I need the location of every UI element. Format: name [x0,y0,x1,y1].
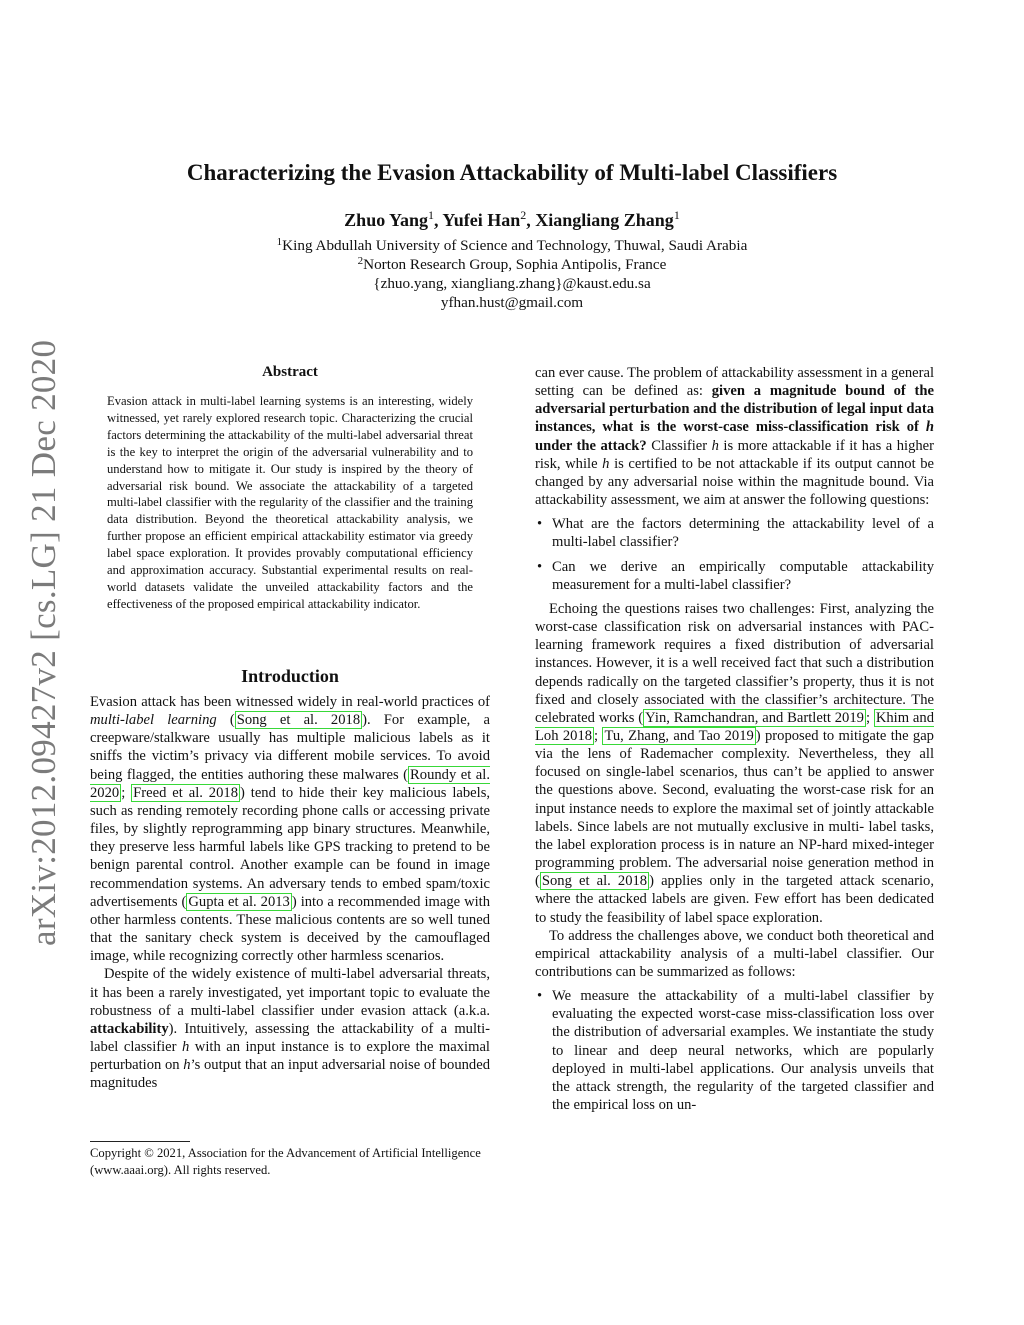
citation-link[interactable]: Song et al. 2018 [541,873,648,890]
citation-link[interactable]: Yin, Ramchandran, and Bartlett 2019 [645,709,864,726]
text-run: ( [216,712,235,729]
affiliation-2 [0,256,1024,274]
intro-paragraph-4 [535,600,934,927]
text-run: is more attackable if it has a higher risk, while [535,437,935,472]
text-run: ) proposed to mitigate the gap via the lens of Rademacher complexity. Nevertheless, they all focused on single-label scenarios, thus can’t be applied to answer the questions above. Second, evaluating the worst-case risk for an input instance needs to explore the maximal set of jointly attackable labels. Since labels are not mutually exclusive in multi- label tasks, the label exploration process is in nature an NP-hard mixed-integer programming problem. The adversarial noise generation method in ( [535,727,934,890]
math-symbol: h [925,419,934,436]
paper-title: Characterizing the Evasion Attackability of Multi-label Classifiers [186,160,838,185]
math-symbol: h [183,1057,191,1074]
bold-term: attackability [90,1020,169,1037]
text-run: ; [121,784,132,801]
math-symbol: h [711,437,719,454]
citation-link[interactable]: Khim and Loh 2018 [535,709,934,744]
author-list: Zhuo Yang$^1$, Yufei Han$^2$, Xiangliang Zhang$^1$ [344,208,680,230]
text-run: Evasion attack has been witnessed widely in real-world practices of [90,694,490,710]
text-run: ) into a recommended image with other harmless contents. These malicious contents are so well tuned that the sanitary check system is deceived by the camouflaged image, while recognizing correctly other harmless scenarios. [90,893,491,965]
math-symbol: h [602,455,610,472]
introduction-heading: Introduction [241,666,339,686]
affiliation-text: King Abdullah University of Science and Technology, Thuwal, Saudi Arabia [282,237,748,254]
abstract-heading: Abstract [262,364,318,380]
affiliation-mark: 1 [276,236,283,248]
author-affiliation-mark: 1 [428,208,435,222]
affiliation-mark: 2 [357,255,364,267]
author-affiliation-mark: 1 [673,208,680,222]
intro-paragraph-1 [90,693,490,965]
citation-link[interactable]: Roundy et al. 2020 [90,766,490,801]
text-run: is certified to be not attackable if its output cannot be changed by any adversarial noise within the magnitude bound. Via attackability assessment, we aim at answer the following questions: [535,455,934,509]
text-run: ; [865,709,874,726]
text-run: Echoing the questions raises two challenges: First, analyzing the worst-case classification risk on adversarial instances with PAC-learning framework requires a fixed distribution of adversarial instances. However, it is a well received fact that such a distribution depends radically on the targeted classifier’s property, thus it is not fixed and closely associated with the classifier’s architecture. The celebrated works ( [535,600,934,726]
citation-link[interactable]: Gupta et al. 2013 [188,893,290,910]
arxiv-identifier: arXiv:2012.09427v2 [cs.LG] 21 Dec 2020 [24,339,63,946]
text-run: ) tend to hide their key malicious labels, such as rending remotely recording phone calls or accessing private files, by slightly reprogramming app binary structures. Meanwhile, they preserve less harmful labels like GPS tracking to pretend to be benign parental control. Another example can be found in image recommendation systems. An adversary tends to embed spam/toxic advertisements ( [90,784,491,910]
abstract-text: Evasion attack in multi-label learning systems is an interesting, widely witnessed, yet rarely explored research topic. Characterizing the crucial factors determining the attackability of the multi-label adversarial threat is the key to interpret the origin of the adversarial vulnerability and to understand how to mitigate it. Our study is inspired by the theory of adversarial risk bound. We associate the attackability of a targeted multi-label classifier with the regularity of the classifier and the training data distribution. Beyond the theoretical attackability analysis, we further propose an efficient empirical attackability estimator via greedy label space exploration. It provides provably computational efficiency and approximation accuracy. Substantial experimental results on real-world datasets validate the unveiled attackability factors and the effectiveness of the proposed empirical attackability indicator. [107,394,473,611]
author-email-1: {zhuo.yang, xiangliang.zhang}@kaust.edu.sa [373,275,651,292]
citation-link[interactable]: Freed et al. 2018 [133,784,238,801]
text-run: ; [594,727,603,744]
text-run: under the attack? [535,437,647,454]
research-question-item: • What are the factors determining the attackability level of a multi-label classifier? [535,515,934,551]
citation-link[interactable]: Tu, Zhang, and Tao 2019 [604,727,754,744]
text-run: given a magnitude bound of the adversarial perturbation and the distribution of legal input data instances, what is the worst-case miss-classification risk of [535,383,934,436]
intro-paragraph-5: To address the challenges above, we conduct both theoretical and empirical attackability analysis of a multi-label classifier. Our contributions can be summarized as follows: [535,927,934,980]
math-symbol: h [182,1038,190,1055]
text-run: ). For example, a creepware/stalkware usually has multiple malicious labels as it sniffs the victim’s privacy via different mobile services. To avoid being flagged, the entities authoring these malwares ( [90,712,490,783]
research-questions-list [535,515,934,594]
author-name: Zhuo Yang [344,210,429,230]
affiliation-1 [0,237,1024,255]
author-name: Yufei Han [442,210,521,230]
text-run: ’s output that an input adversarial noise of bounded magnitudes [90,1057,491,1092]
text-run: Classifier [646,437,712,454]
research-question-item: • Can we derive an empirically computable attackability measurement for a multi-label classifier? [535,558,934,594]
text-run: ). Intuitively, assessing the attackability of a multi-label classifier [90,1020,490,1055]
left-column-text [90,693,490,1092]
author-affiliation-mark: 2 [520,208,527,222]
author-email-2: yfhan.hust@gmail.com [440,294,584,311]
intro-paragraph-3 [535,364,934,509]
author-name: Xiangliang Zhang [535,210,674,230]
right-column-text [535,364,934,1114]
footnote-rule [90,1141,190,1142]
intro-paragraph-2 [90,965,490,1092]
contribution-item: • We measure the attackability of a multi-label classifier by evaluating the expected worst-case miss-classification loss over the distribution of adversarial examples. We instantiate the study to linear and deep neural networks, which are popularly deployed in multi-label applications. Our analysis unveils that the attack strength, the regularity of the targeted classifier and the empirical loss on un- [535,987,934,1114]
affiliation-text: Norton Research Group, Sophia Antipolis, France [363,256,667,273]
contributions-list [535,987,934,1114]
emphasis: multi-label learning [90,712,217,729]
text-run: with an input instance is to explore the maximal perturbation on [90,1038,490,1074]
copyright-footnote: Copyright © 2021, Association for the Advancement of Artificial Intelligence (www.aaai.org). All rights reserved. [90,1146,481,1177]
text-run: ) applies only in the targeted attack scenario, where the attacked labels are given. Few effort has been dedicated to study the feasibility of label space exploration. [535,873,935,926]
citation-link[interactable]: Song et al. 2018 [236,712,361,729]
text-run: Despite of the widely existence of multi-label adversarial threats, it has been a rarely investigated, yet important topic to evaluate the robustness of a multi-label classifier under evasion attack (a.k.a. [90,966,490,1019]
text-run: can ever cause. The problem of attackability assessment in a general setting can be defined as: [535,365,934,400]
